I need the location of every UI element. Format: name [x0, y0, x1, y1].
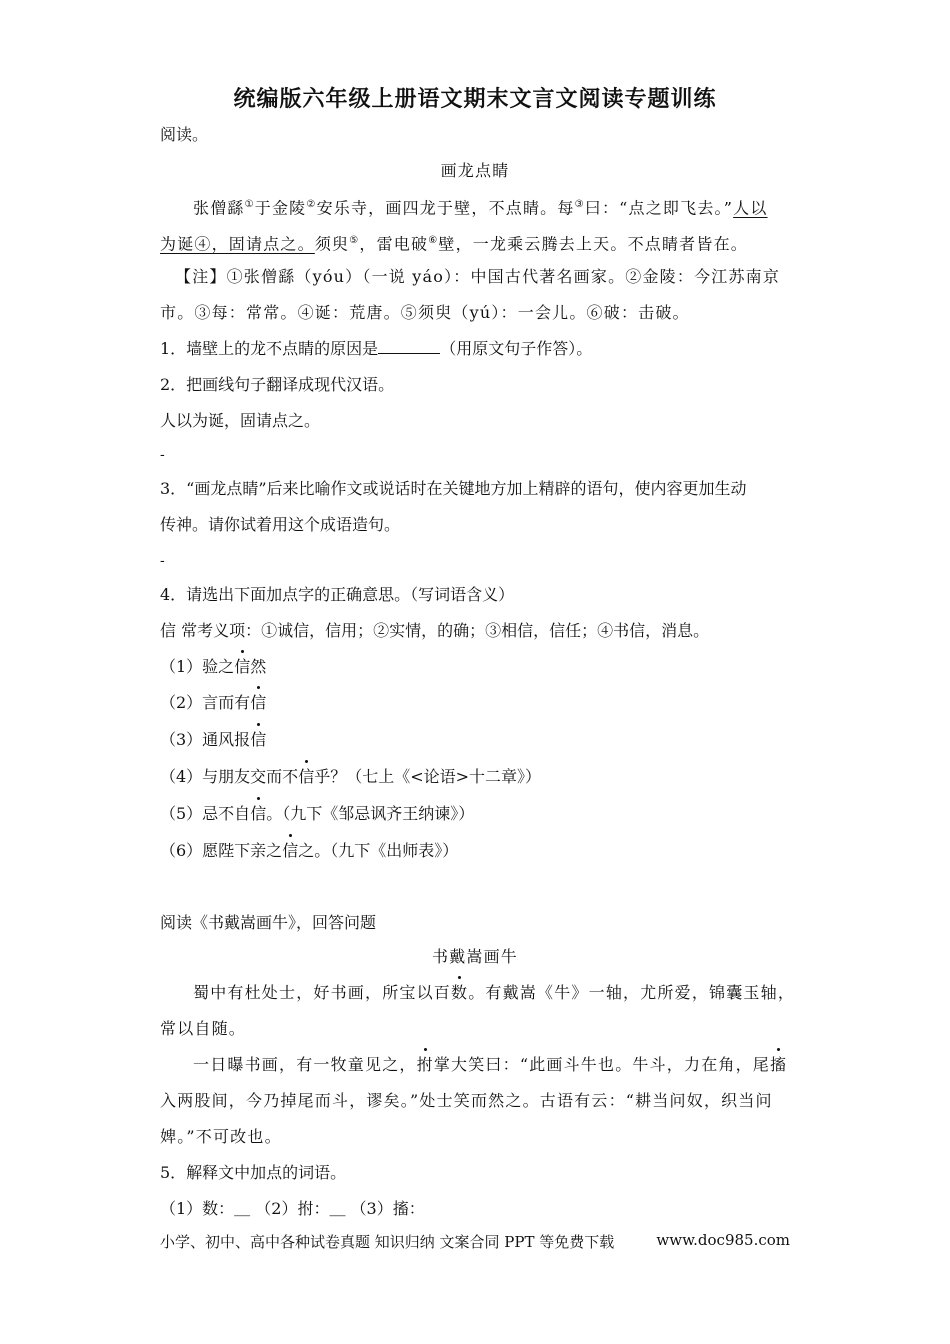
- question-3: 3．“画龙点睛”后来比喻作文或说话时在关键地方加上精辟的语句，使内容更加生动: [160, 479, 747, 498]
- dotted-character: 拊: [416, 1055, 434, 1074]
- passage-paragraph-line: [193, 1054, 787, 1076]
- annotation-note: 市。③每：常常。④诞：荒唐。⑤须臾（yú）：一会儿。⑥破：击破。: [160, 303, 690, 322]
- question-5-items: （1）数：＿ （2）拊：＿ （3）搐：: [160, 1199, 425, 1218]
- question-1: [160, 338, 592, 360]
- text-span: （1）验之: [160, 657, 235, 676]
- dotted-character: 搐: [770, 1055, 788, 1074]
- question-2: 2．把画线句子翻译成现代汉语。: [160, 375, 395, 394]
- question-4-meanings: 信 常考义项：①诚信，信用；②实情，的确；③相信，信任；④书信，消息。: [160, 621, 710, 640]
- answer-blank[interactable]: [378, 339, 440, 354]
- dotted-character: 数: [451, 983, 469, 1002]
- question-2-sentence: 人以为诞，固请点之。: [160, 411, 321, 430]
- annotation-note: 【注】①张僧繇（yóu）（一说 yáo）：中国古代著名画家。②金陵：今江苏南京: [175, 267, 781, 286]
- text-span: （6）愿陛下亲之: [160, 841, 283, 860]
- footnote-marker: ①: [244, 199, 255, 210]
- underlined-sentence: 为诞④，固请点之。: [160, 234, 315, 254]
- passage-paragraph-line: 常以自随。: [160, 1019, 247, 1038]
- question-text: 1．墙壁上的龙不点睛的原因是: [160, 339, 379, 358]
- footnote-marker: ⑤: [349, 235, 360, 246]
- text-span: 然: [250, 657, 267, 676]
- footnote-marker: ②: [306, 199, 317, 210]
- text-span: 。有戴嵩《牛》一轴，尤所爱，锦囊玉轴，: [468, 983, 796, 1002]
- text-span: 曰：“点之即飞去。”: [584, 198, 734, 218]
- page-footer: [160, 1231, 790, 1252]
- text-span: 掌大笑曰：“此画斗牛也。牛斗，力在角，尾: [433, 1055, 770, 1074]
- dotted-character: 信: [250, 804, 267, 823]
- text-span: 乎？（七上《<论语>十二章》）: [314, 767, 542, 786]
- text-span: 安乐寺，画四龙于壁，不点睛。每: [316, 198, 575, 218]
- dotted-character: 信: [298, 767, 315, 786]
- text-span: （5）忌不自: [160, 804, 251, 823]
- passage-paragraph-line: 婢。”不可改也。: [160, 1127, 282, 1146]
- footnote-marker: ⑥: [428, 235, 439, 246]
- passage-title-2: 书戴嵩画牛: [431, 947, 518, 966]
- answer-line: -: [160, 553, 165, 569]
- question-4-item: [160, 766, 541, 788]
- dotted-character: 信: [282, 841, 299, 860]
- page-title: 统编版六年级上册语文期末文言文阅读专题训练: [233, 87, 717, 112]
- passage-paragraph-line: [193, 194, 768, 219]
- passage-paragraph-line: [193, 982, 795, 1004]
- question-4-item: [160, 840, 458, 862]
- footer-text: 小学、初中、高中各种试卷真题 知识归纳 文案合同 PPT 等免费下载: [160, 1233, 615, 1251]
- footer-url[interactable]: www.doc985.com: [656, 1231, 790, 1249]
- text-span: ，雷电破: [359, 234, 429, 254]
- text-span: 须臾: [314, 234, 350, 254]
- question-4-item: [160, 729, 266, 751]
- text-span: 之。（九下《出师表》）: [298, 841, 459, 860]
- text-span: 一日曝书画，有一牧童见之，: [193, 1055, 417, 1074]
- dotted-character: 信: [250, 693, 267, 712]
- text-span: 壁，一龙乘云腾去上天。不点睛者皆在。: [438, 234, 748, 254]
- question-4-item: [160, 656, 266, 678]
- passage-title: 画龙点睛: [440, 161, 510, 180]
- passage-paragraph-line: 入两股间，今乃掉尾而斗，谬矣。”处士笑而然之。古语有云：“耕当问奴，织当问: [160, 1091, 773, 1110]
- underlined-sentence: 人以: [733, 198, 768, 218]
- text-span: 张僧繇: [193, 198, 245, 218]
- passage-paragraph-line: [160, 230, 748, 255]
- footnote-marker: ③: [574, 199, 585, 210]
- text-span: 。（九下《邹忌讽齐王纳谏》）: [266, 804, 475, 823]
- text-span: （3）通风报: [160, 730, 251, 749]
- question-4: 4．请选出下面加点字的正确意思。（写词语含义）: [160, 585, 515, 604]
- reading-intro: 阅读。: [160, 125, 209, 144]
- dotted-character: 信: [250, 730, 267, 749]
- text-span: （4）与朋友交而不: [160, 767, 299, 786]
- question-4-item: [160, 803, 474, 825]
- answer-line: -: [160, 447, 165, 463]
- dotted-character: 信: [234, 657, 251, 676]
- reading-intro-2: 阅读《书戴嵩画牛》，回答问题: [160, 913, 377, 932]
- text-span: 于金陵: [254, 198, 307, 218]
- question-3-cont: 传神。请你试着用这个成语造句。: [160, 515, 401, 534]
- question-text: （用原文句子作答）。: [440, 339, 593, 358]
- text-span: （2）言而有: [160, 693, 251, 712]
- question-4-item: [160, 692, 266, 714]
- text-span: 蜀中有杜处士，好书画，所宝以百: [193, 983, 452, 1002]
- question-5: 5．解释文中加点的词语。: [160, 1163, 347, 1182]
